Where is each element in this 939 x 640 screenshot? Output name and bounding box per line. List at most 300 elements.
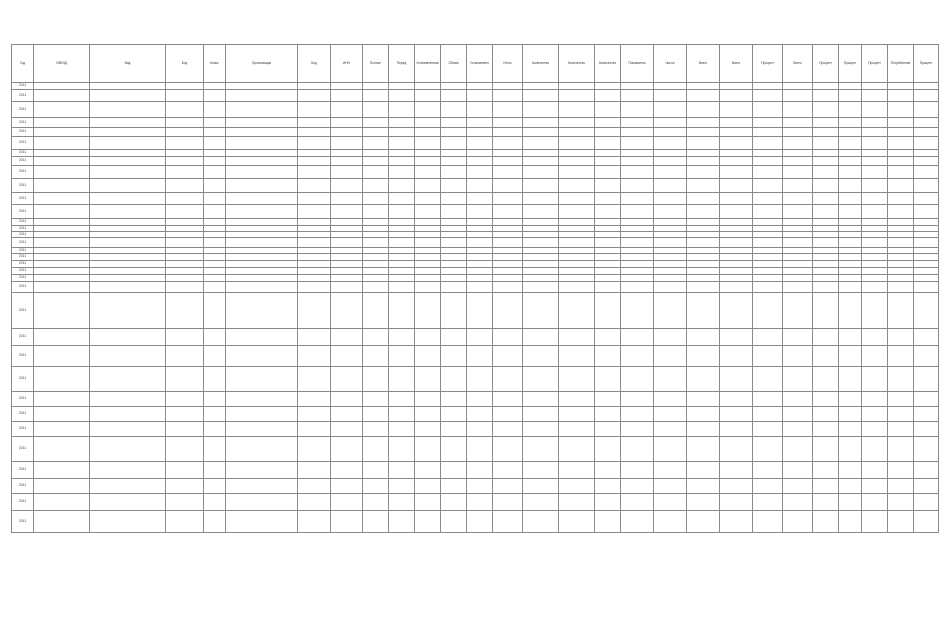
table-cell: [415, 166, 441, 179]
table-cell: [415, 268, 441, 275]
table-cell: [493, 238, 523, 248]
table-cell: [166, 150, 204, 157]
table-cell: [441, 268, 467, 275]
table-cell: [441, 329, 467, 346]
table-row: [12, 407, 939, 422]
table-cell: [813, 392, 839, 407]
table-cell: [595, 219, 621, 226]
table-cell: [441, 157, 467, 166]
table-row: [12, 118, 939, 128]
table-cell: [204, 494, 226, 511]
table-cell: [654, 462, 687, 479]
table-cell: [914, 494, 939, 511]
table-cell: [654, 157, 687, 166]
column-header: Количество: [595, 45, 621, 83]
table-cell: [839, 511, 862, 533]
table-cell: [595, 261, 621, 268]
table-cell: [559, 511, 595, 533]
table-cell: [595, 511, 621, 533]
table-cell: [559, 157, 595, 166]
table-cell: [720, 462, 753, 479]
table-cell: [839, 261, 862, 268]
table-cell: [720, 392, 753, 407]
table-cell: [862, 293, 888, 329]
table-cell: [813, 150, 839, 157]
table-cell: [813, 238, 839, 248]
table-cell: [90, 157, 166, 166]
table-cell: [862, 205, 888, 219]
table-cell: [687, 275, 720, 282]
table-cell: [441, 219, 467, 226]
table-row: [12, 166, 939, 179]
table-cell: [654, 511, 687, 533]
table-cell: [753, 219, 783, 226]
table-cell: [204, 254, 226, 261]
table-cell: [559, 293, 595, 329]
table-cell: [888, 261, 914, 268]
table-cell: [753, 462, 783, 479]
table-cell: 2011: [12, 254, 34, 261]
table-cell: 2011: [12, 261, 34, 268]
table-cell: [687, 205, 720, 219]
table-cell: [493, 219, 523, 226]
table-cell: 2011: [12, 392, 34, 407]
table-cell: [839, 179, 862, 193]
table-cell: [753, 193, 783, 205]
table-cell: [654, 407, 687, 422]
table-cell: [298, 494, 331, 511]
table-cell: [298, 268, 331, 275]
table-cell: [441, 511, 467, 533]
table-row: [12, 261, 939, 268]
table-cell: [226, 102, 298, 118]
table-cell: [298, 462, 331, 479]
table-cell: [331, 462, 363, 479]
table-cell: [914, 150, 939, 157]
table-cell: [90, 83, 166, 90]
table-cell: [166, 137, 204, 150]
table-cell: [467, 479, 493, 494]
table-cell: [813, 346, 839, 367]
table-cell: [166, 118, 204, 128]
table-cell: [90, 261, 166, 268]
table-cell: [467, 275, 493, 282]
table-cell: [204, 346, 226, 367]
table-cell: [687, 329, 720, 346]
table-cell: [687, 254, 720, 261]
table-cell: [783, 219, 813, 226]
table-cell: [559, 392, 595, 407]
table-cell: [90, 293, 166, 329]
table-cell: [888, 102, 914, 118]
table-cell: [226, 268, 298, 275]
table-cell: [363, 268, 389, 275]
column-header: ОКВЭД: [34, 45, 90, 83]
table-cell: [862, 494, 888, 511]
table-cell: [166, 254, 204, 261]
column-header: Процент: [839, 45, 862, 83]
table-cell: [90, 205, 166, 219]
table-cell: [813, 268, 839, 275]
table-row: [12, 179, 939, 193]
table-cell: [753, 238, 783, 248]
table-cell: [813, 83, 839, 90]
table-cell: [888, 346, 914, 367]
table-cell: [595, 437, 621, 462]
table-cell: [331, 511, 363, 533]
table-cell: [363, 90, 389, 102]
table-cell: [493, 367, 523, 392]
table-cell: [298, 193, 331, 205]
table-cell: [204, 479, 226, 494]
table-cell: [90, 166, 166, 179]
table-cell: [441, 166, 467, 179]
table-cell: [298, 479, 331, 494]
table-cell: [559, 219, 595, 226]
table-cell: [720, 293, 753, 329]
table-cell: [720, 437, 753, 462]
table-row: [12, 329, 939, 346]
table-cell: [363, 254, 389, 261]
table-cell: [298, 254, 331, 261]
table-cell: [331, 193, 363, 205]
table-cell: [467, 157, 493, 166]
table-cell: [783, 83, 813, 90]
table-cell: [720, 494, 753, 511]
table-cell: [839, 128, 862, 137]
table-cell: [621, 494, 654, 511]
table-cell: [888, 422, 914, 437]
table-cell: [523, 268, 559, 275]
table-cell: [226, 254, 298, 261]
table-cell: [363, 407, 389, 422]
table-cell: [493, 329, 523, 346]
table-cell: [654, 90, 687, 102]
table-cell: [493, 437, 523, 462]
table-cell: [621, 137, 654, 150]
table-cell: [298, 511, 331, 533]
table-cell: [226, 407, 298, 422]
table-cell: [654, 275, 687, 282]
table-cell: [441, 275, 467, 282]
table-cell: [687, 219, 720, 226]
table-cell: [34, 392, 90, 407]
table-cell: [331, 254, 363, 261]
table-cell: [862, 367, 888, 392]
table-cell: [363, 137, 389, 150]
table-cell: [523, 137, 559, 150]
column-header: Итого: [493, 45, 523, 83]
table-cell: [914, 118, 939, 128]
table-cell: [720, 511, 753, 533]
table-cell: [813, 179, 839, 193]
table-cell: [559, 90, 595, 102]
table-cell: [914, 193, 939, 205]
table-cell: [415, 392, 441, 407]
table-cell: [720, 157, 753, 166]
table-cell: [687, 179, 720, 193]
table-cell: [441, 479, 467, 494]
table-cell: [559, 128, 595, 137]
table-cell: [914, 346, 939, 367]
table-cell: [813, 90, 839, 102]
table-cell: [621, 179, 654, 193]
table-cell: [621, 254, 654, 261]
table-cell: [389, 157, 415, 166]
table-cell: [813, 261, 839, 268]
table-cell: [467, 128, 493, 137]
table-cell: [720, 205, 753, 219]
table-cell: [654, 179, 687, 193]
table-cell: [888, 462, 914, 479]
table-cell: [687, 494, 720, 511]
table-cell: [204, 205, 226, 219]
table-cell: [363, 479, 389, 494]
table-cell: [559, 367, 595, 392]
table-cell: [166, 367, 204, 392]
table-cell: [523, 329, 559, 346]
table-cell: [813, 282, 839, 293]
table-cell: [298, 150, 331, 157]
table-cell: [595, 179, 621, 193]
table-cell: [888, 238, 914, 248]
table-cell: [813, 219, 839, 226]
table-row: [12, 90, 939, 102]
table-cell: [621, 392, 654, 407]
table-cell: [687, 128, 720, 137]
table-cell: [226, 329, 298, 346]
table-cell: [753, 137, 783, 150]
table-cell: [813, 329, 839, 346]
column-header: Код: [166, 45, 204, 83]
table-cell: [559, 422, 595, 437]
table-cell: [720, 179, 753, 193]
table-cell: [298, 367, 331, 392]
table-cell: [523, 392, 559, 407]
table-cell: 2011: [12, 128, 34, 137]
table-row: [12, 254, 939, 261]
table-cell: [862, 157, 888, 166]
table-cell: [166, 179, 204, 193]
table-cell: [363, 437, 389, 462]
column-header: Процент: [862, 45, 888, 83]
table-cell: [226, 462, 298, 479]
table-cell: [493, 90, 523, 102]
table-cell: [595, 275, 621, 282]
table-cell: [34, 293, 90, 329]
table-cell: [298, 238, 331, 248]
table-cell: [415, 238, 441, 248]
column-header: Число: [654, 45, 687, 83]
table-cell: [34, 90, 90, 102]
table-cell: [914, 261, 939, 268]
table-cell: [363, 205, 389, 219]
table-cell: [888, 494, 914, 511]
table-cell: [389, 128, 415, 137]
column-header: Потребление: [888, 45, 914, 83]
table-cell: [226, 90, 298, 102]
table-cell: [753, 479, 783, 494]
table-cell: [839, 392, 862, 407]
table-cell: [839, 494, 862, 511]
table-row: [12, 346, 939, 367]
table-cell: [914, 137, 939, 150]
table-cell: [888, 367, 914, 392]
table-cell: [783, 166, 813, 179]
table-cell: [389, 238, 415, 248]
table-cell: [493, 128, 523, 137]
table-cell: [813, 118, 839, 128]
table-cell: [226, 494, 298, 511]
table-cell: [813, 128, 839, 137]
table-cell: [654, 367, 687, 392]
table-cell: [467, 511, 493, 533]
table-cell: [783, 254, 813, 261]
table-cell: [559, 179, 595, 193]
table-cell: [839, 238, 862, 248]
table-cell: [493, 137, 523, 150]
table-cell: [166, 128, 204, 137]
table-cell: [595, 282, 621, 293]
table-cell: [34, 83, 90, 90]
table-row: [12, 479, 939, 494]
table-cell: [595, 118, 621, 128]
table-cell: [783, 261, 813, 268]
table-cell: [493, 293, 523, 329]
table-cell: [415, 219, 441, 226]
table-cell: [720, 83, 753, 90]
table-cell: [166, 275, 204, 282]
column-header: Процент: [813, 45, 839, 83]
table-cell: [363, 275, 389, 282]
table-cell: [467, 193, 493, 205]
table-cell: [621, 367, 654, 392]
table-cell: [166, 511, 204, 533]
table-cell: [523, 479, 559, 494]
table-cell: [166, 193, 204, 205]
table-cell: [493, 282, 523, 293]
table-cell: [621, 205, 654, 219]
table-cell: [862, 238, 888, 248]
table-cell: [90, 137, 166, 150]
table-cell: [204, 157, 226, 166]
table-cell: [331, 346, 363, 367]
table-cell: [783, 275, 813, 282]
table-cell: [493, 118, 523, 128]
table-cell: [839, 407, 862, 422]
table-cell: [839, 193, 862, 205]
table-cell: [34, 329, 90, 346]
document-page: [11, 44, 933, 533]
column-header: Всего: [720, 45, 753, 83]
table-cell: [813, 254, 839, 261]
table-cell: [467, 437, 493, 462]
table-cell: [441, 83, 467, 90]
table-cell: [389, 367, 415, 392]
table-cell: [415, 254, 441, 261]
table-cell: [226, 193, 298, 205]
table-cell: [298, 329, 331, 346]
table-cell: [90, 219, 166, 226]
table-cell: 2011: [12, 226, 34, 232]
table-cell: [204, 219, 226, 226]
table-cell: [914, 392, 939, 407]
table-cell: [226, 128, 298, 137]
table-cell: [687, 83, 720, 90]
table-cell: [888, 128, 914, 137]
table-cell: [331, 118, 363, 128]
table-cell: [363, 392, 389, 407]
table-cell: [90, 329, 166, 346]
table-cell: [493, 479, 523, 494]
table-cell: [559, 193, 595, 205]
table-cell: [783, 238, 813, 248]
table-cell: [559, 268, 595, 275]
table-cell: [862, 511, 888, 533]
table-row: [12, 137, 939, 150]
table-cell: [90, 479, 166, 494]
table-cell: [783, 407, 813, 422]
table-cell: [389, 102, 415, 118]
table-cell: [493, 392, 523, 407]
table-cell: [441, 494, 467, 511]
table-cell: [862, 479, 888, 494]
table-cell: [813, 437, 839, 462]
table-cell: [753, 268, 783, 275]
table-cell: [839, 219, 862, 226]
table-cell: [226, 83, 298, 90]
table-cell: [621, 90, 654, 102]
table-cell: [839, 102, 862, 118]
table-cell: [813, 193, 839, 205]
table-cell: [34, 494, 90, 511]
table-cell: 2011: [12, 346, 34, 367]
table-cell: [441, 422, 467, 437]
table-cell: [753, 205, 783, 219]
table-cell: [415, 261, 441, 268]
table-cell: [621, 157, 654, 166]
table-cell: [523, 205, 559, 219]
table-cell: [523, 90, 559, 102]
table-cell: [862, 282, 888, 293]
table-cell: [363, 282, 389, 293]
table-cell: [204, 261, 226, 268]
table-cell: [34, 150, 90, 157]
table-cell: [34, 219, 90, 226]
table-cell: [621, 102, 654, 118]
table-cell: [621, 128, 654, 137]
table-row: [12, 392, 939, 407]
table-cell: [204, 462, 226, 479]
table-cell: [331, 128, 363, 137]
table-cell: [720, 422, 753, 437]
table-cell: 2011: [12, 232, 34, 238]
table-cell: [839, 137, 862, 150]
table-row: [12, 437, 939, 462]
table-cell: 2011: [12, 275, 34, 282]
table-cell: [914, 282, 939, 293]
table-cell: [331, 83, 363, 90]
table-cell: [687, 118, 720, 128]
table-cell: [34, 268, 90, 275]
table-cell: [415, 205, 441, 219]
table-cell: [363, 329, 389, 346]
table-cell: [559, 118, 595, 128]
table-cell: [166, 102, 204, 118]
table-cell: [415, 407, 441, 422]
table-cell: [34, 367, 90, 392]
table-cell: [654, 102, 687, 118]
